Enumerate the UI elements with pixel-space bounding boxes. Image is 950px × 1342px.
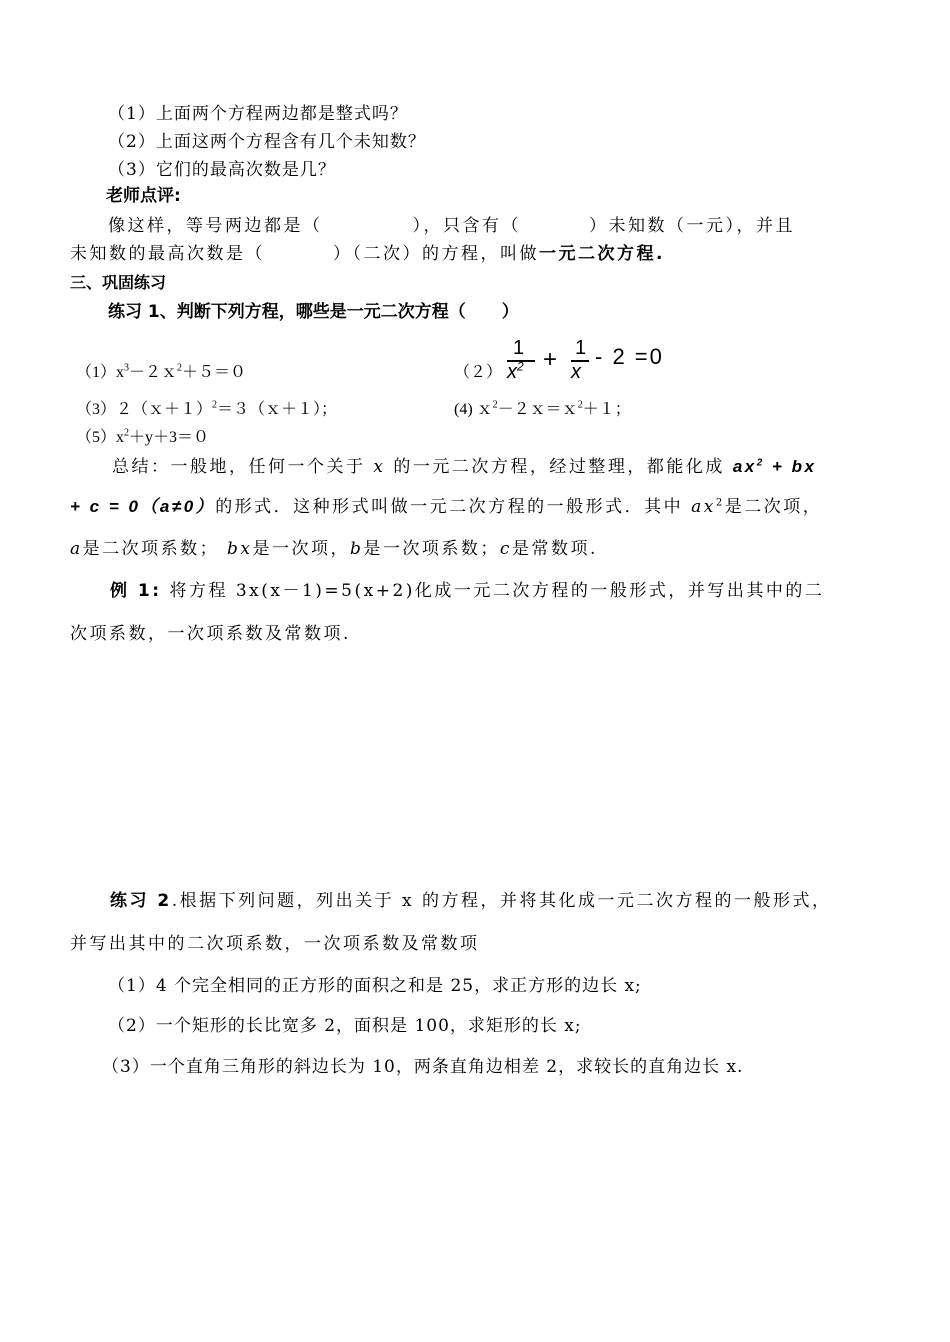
equation-3-part-b: ＝３（ｘ＋１）；: [217, 401, 338, 418]
equation-5-label: （5）: [76, 429, 117, 446]
question-3: （3）它们的最高次数是几？: [108, 160, 336, 180]
equation-2-label: （２）: [454, 364, 503, 381]
exercise-2-problem-2: （2）一个矩形的长比宽多 2，面积是 100，求矩形的长 x;: [108, 1016, 582, 1036]
summary-l1-b: 的一元二次方程，经过整理，都能化成: [385, 457, 733, 477]
equation-1-sup: 3: [124, 362, 130, 374]
equation-3-part-a: ２（ｘ＋１）: [116, 401, 213, 418]
equation-4-part-a: ｘ: [476, 401, 493, 418]
equation-1-part-b: －２ｘ: [129, 364, 178, 381]
teacher-comment-line-1: [108, 216, 795, 236]
equation-1-part-c: ＋５＝０: [182, 364, 247, 381]
exercise-2-line-1: [110, 891, 832, 911]
equation-3-sup: 2: [212, 399, 218, 411]
equation-1: [76, 363, 246, 382]
section-3-heading: 三、巩固练习: [70, 273, 167, 292]
exercise-2-line-2: 并写出其中的二次项系数，一次项系数及常数项: [70, 934, 480, 954]
summary-l2-ax: ax: [691, 497, 716, 517]
summary-l2-sup: 2: [715, 497, 725, 509]
summary-l2-c: 是二次项，: [724, 497, 823, 517]
summary-l1-ax: ax: [732, 457, 757, 476]
exercise-2-text-1: .根据下列问题，列出关于 x 的方程，并将其化成一元二次方程的一般形式，: [171, 891, 832, 911]
frac2-denominator: x: [571, 361, 581, 383]
exercise-1-title: [108, 302, 519, 322]
blank-text-c: ）未知数（一元），并且: [589, 216, 795, 236]
blank-text-d: 未知数的最高次数是（: [70, 244, 265, 264]
equation-4-label: (4): [454, 401, 473, 418]
frac1-denominator-x: x: [507, 361, 517, 383]
teacher-comment-line-2: [70, 244, 665, 264]
exercise-2-problem-3: （3）一个直角三角形的斜边长为 10，两条直角边相差 2，求较长的直角边长 x.: [102, 1057, 744, 1077]
summary-l2-b: 的形式．这种形式叫做一元二次方程的一般形式．其中: [215, 497, 692, 517]
equation-5-sup: 2: [124, 427, 130, 439]
equation-5: [76, 428, 209, 447]
summary-l1-x: x: [373, 457, 386, 477]
question-2: （2）上面这两个方程含有几个未知数？: [108, 132, 426, 152]
key-term: 一元二次方程.: [539, 244, 665, 264]
equation-4-part-c: ＋１；: [582, 401, 631, 418]
summary-l3-bx: bx: [227, 539, 253, 559]
frac2-numerator: 1: [575, 337, 587, 359]
summary-l1-a: 总结：一般地，任何一个关于: [112, 457, 374, 477]
equation-1-sup2: 2: [177, 362, 183, 374]
summary-l3-d: 是一次项系数；: [363, 539, 500, 559]
frac1-denominator: [507, 360, 524, 384]
summary-l3-cc: c: [499, 539, 512, 559]
summary-l3-c: 是一次项，: [252, 539, 351, 559]
equation-1-part-a: x: [116, 364, 125, 381]
exercise-1-close: ）: [501, 302, 519, 322]
summary-l3-e: 是常数项.: [511, 539, 598, 559]
general-form: + c = 0（a≠0）: [70, 497, 216, 516]
equation-4-part-b: －２ｘ＝ｘ: [497, 401, 578, 418]
summary-line-3: [70, 539, 598, 559]
equation-3: [76, 400, 337, 419]
summary-line-1: [112, 457, 817, 477]
summary-l1-bx: + bx: [764, 457, 817, 476]
equation-2-fraction: [505, 336, 695, 386]
equation-4-sup2: 2: [577, 399, 583, 411]
blank-text-e: ）（二次）的方程，叫做: [333, 244, 539, 264]
example-1-label: 例 1:: [110, 581, 162, 601]
exercise-2-label: 练习 2: [110, 891, 172, 911]
frac1-numerator: 1: [513, 337, 525, 359]
equation-1-label: （1）: [76, 364, 117, 381]
summary-l1-sup: 2: [756, 457, 765, 469]
equation-5-part-a: x: [116, 429, 125, 446]
summary-l3-bb: b: [350, 539, 364, 559]
blank-text-a: 像这样，等号两边都是（: [108, 216, 323, 236]
question-1: （1）上面两个方程两边都是整式吗？: [108, 104, 408, 124]
frac-plus: +: [543, 346, 558, 373]
example-1-line-1: [110, 581, 824, 601]
equation-5-part-b: ＋y＋3＝０: [129, 429, 210, 446]
equation-4-sup: 2: [492, 399, 498, 411]
frac1-denominator-sup: 2: [517, 359, 524, 374]
blank-text-b: ），只含有（: [412, 216, 521, 236]
summary-l3-a: a: [70, 539, 83, 559]
equation-3-label: （3）: [76, 401, 117, 418]
summary-line-2: [70, 497, 822, 517]
frac-rest: - 2 =0: [595, 344, 664, 369]
summary-l3-b: 是二次项系数；: [82, 539, 220, 559]
example-1-line-2: 次项系数，一次项系数及常数项.: [70, 624, 351, 644]
example-1-text-1: 将方程 3x(x－1)=5(x+2)化成一元二次方程的一般形式，并写出其中的二: [161, 581, 825, 601]
exercise-2-problem-1: （1）4 个完全相同的正方形的面积之和是 25，求正方形的边长 x;: [108, 976, 642, 996]
equation-4: [454, 400, 631, 419]
exercise-1-title-text: 练习 1、判断下列方程，哪些是一元二次方程（: [108, 302, 466, 322]
teacher-comment-heading: 老师点评:: [106, 186, 181, 206]
